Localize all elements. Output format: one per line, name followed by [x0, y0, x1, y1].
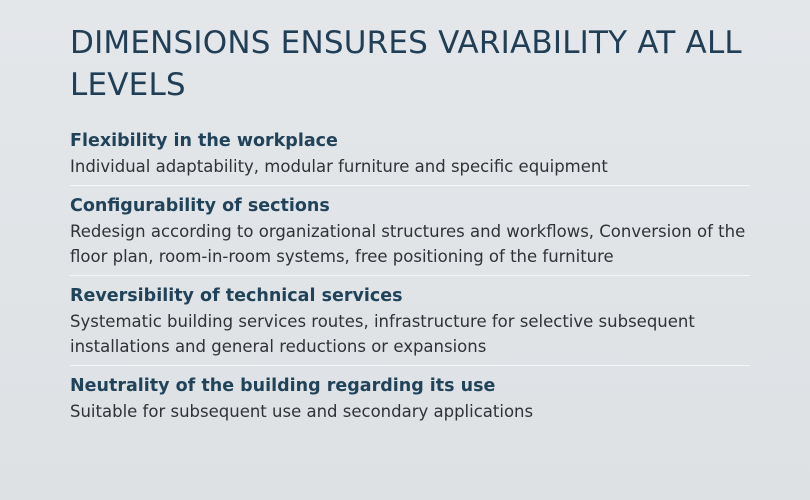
item-description: Systematic building services routes, infrastructure for selective subsequent installations and general reductions or expansions: [70, 312, 695, 356]
item-heading: Configurability of sections: [70, 196, 330, 216]
list-item-configurability: [70, 193, 750, 276]
feature-list: [70, 128, 750, 437]
item-description: Individual adaptability, modular furniture and specific equipment: [70, 157, 608, 176]
item-heading: Reversibility of technical services: [70, 286, 403, 306]
item-heading: Neutrality of the building regarding its use: [70, 376, 496, 396]
item-heading: Flexibility in the workplace: [70, 131, 338, 151]
page-title: DIMENSIONS ENSURES VARIABILITY AT ALL LEVELS: [70, 25, 742, 103]
item-description: Redesign according to organizational structures and workflows, Conversion of the floor plan, room-in-room systems, free positioning of the furniture: [70, 222, 746, 266]
list-item-flexibility: [70, 128, 750, 186]
item-description: Suitable for subsequent use and secondary applications: [70, 402, 534, 421]
list-item-neutrality: [70, 373, 750, 430]
list-item-reversibility: [70, 283, 750, 366]
